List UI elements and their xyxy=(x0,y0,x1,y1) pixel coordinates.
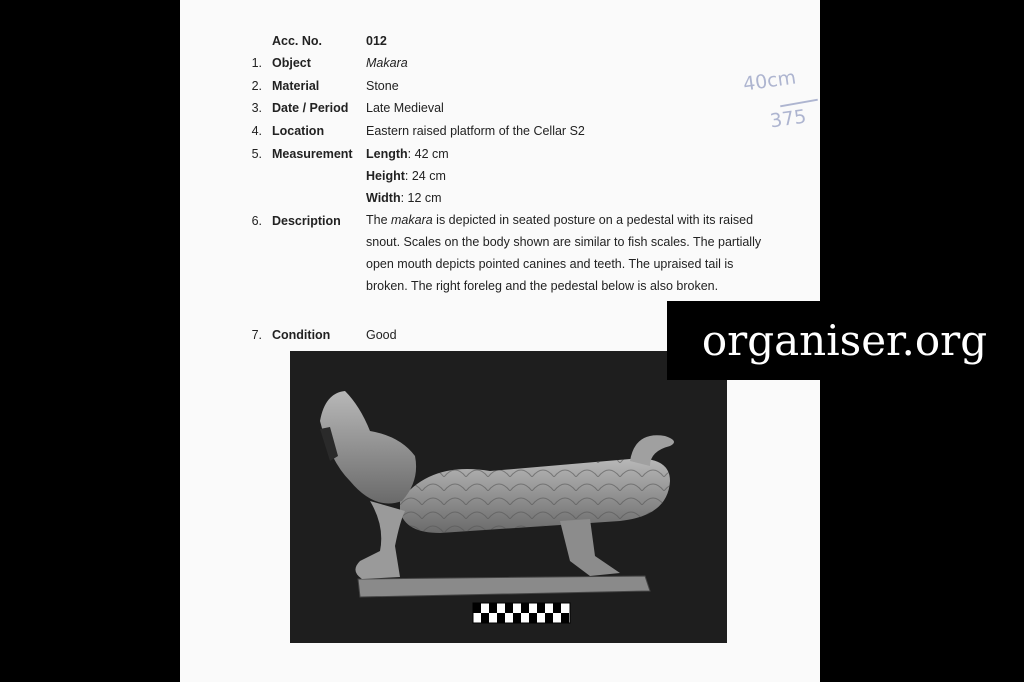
handwritten-note-bottom: 375 xyxy=(768,105,808,133)
field-value: Makara xyxy=(366,56,408,70)
field-number: 2. xyxy=(251,79,262,93)
makara-photo xyxy=(290,351,727,643)
scale-bar xyxy=(473,603,570,623)
field-value: Stone xyxy=(366,79,399,93)
field-label: Description xyxy=(272,214,341,228)
field-number: 7. xyxy=(251,328,262,342)
acc-value: 012 xyxy=(366,34,387,48)
field-label: Object xyxy=(272,56,311,70)
acc-label: Acc. No. xyxy=(272,34,323,48)
description-text: The makara is depicted in seated posture on a pedestal with its raised snout. Scales on the body shown are similar to fish scales. The partially open mouth depicts pointed canines and teeth. The upraised tail is broken. The right foreleg and the pedestal below is also broken. xyxy=(366,213,762,293)
field-value: Eastern raised platform of the Cellar S2 xyxy=(366,124,585,138)
field-value: Late Medieval xyxy=(366,101,444,115)
makara-sculpture-image xyxy=(290,351,727,643)
height-value: Height: 24 cm xyxy=(366,169,446,183)
field-label: Material xyxy=(272,79,320,93)
field-label: Date / Period xyxy=(272,101,349,115)
field-number: 6. xyxy=(251,214,262,228)
field-label: Measurement xyxy=(272,147,353,161)
handwritten-note-top: 40cm xyxy=(741,66,798,96)
length-value: Length: 42 cm xyxy=(366,147,449,161)
field-label: Location xyxy=(272,124,325,138)
field-value: Good xyxy=(366,328,397,342)
field-label: Condition xyxy=(272,328,331,342)
field-number: 1. xyxy=(251,56,262,70)
field-number: 4. xyxy=(251,124,262,138)
watermark-logo: organiser.org xyxy=(667,301,1022,380)
field-number: 3. xyxy=(251,101,262,115)
width-value: Width: 12 cm xyxy=(366,191,442,205)
field-number: 5. xyxy=(251,147,262,161)
